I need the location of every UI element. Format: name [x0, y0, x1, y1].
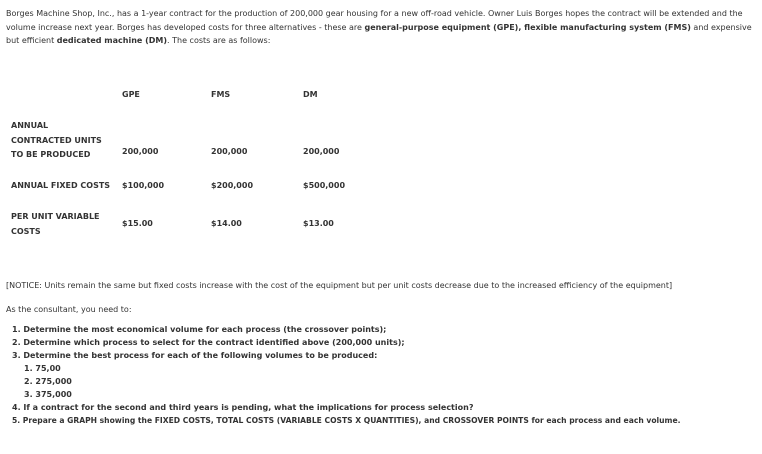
units-gpe: 200,000: [122, 147, 159, 156]
units-fms: 200,000: [211, 147, 248, 156]
header-fms: FMS: [211, 90, 231, 99]
row-fixed-label: ANNUAL FIXED COSTS: [11, 181, 111, 190]
header-gpe: GPE: [122, 90, 140, 99]
intro-text-1: Borges Machine Shop, Inc., has a 1-year contract for the production of 200,000 gear housing for a new off-road vehicle. Owner Luis Borges hopes the contract will be extended and the volume increase next year. Borges has developed costs for three alternatives - these are: [6, 9, 743, 32]
question-1: 1. Determine the most economical volume for each process (the crossover points);: [12, 325, 387, 334]
header-dm: DM: [303, 90, 318, 99]
question-3: 3. Determine the best process for each of the following volumes to be produced:: [12, 351, 378, 360]
variable-dm: $13.00: [303, 219, 334, 228]
volume-item-2: 2. 275,000: [24, 377, 72, 386]
row-units-label-1: ANNUAL: [11, 121, 49, 130]
question-2: 2. Determine which process to select for the contract identified above (200,000 units);: [12, 338, 405, 347]
notice-text: [NOTICE: Units remain the same but fixed costs increase with the cost of the equipment but per unit costs decrease due to the increased efficiency of the equipment]: [6, 281, 673, 290]
fixed-dm: $500,000: [303, 181, 346, 190]
row-variable-label-1: PER UNIT VARIABLE: [11, 212, 100, 221]
variable-gpe: $15.00: [122, 219, 153, 228]
intro-dm-bold: dedicated machine (DM): [56, 36, 168, 45]
units-dm: 200,000: [303, 147, 340, 156]
question-4: 4. If a contract for the second and third years is pending, what the implications for process selection?: [12, 403, 474, 412]
fixed-fms: $200,000: [211, 181, 254, 190]
fixed-gpe: $100,000: [122, 181, 165, 190]
row-units-label-3: TO BE PRODUCED: [11, 150, 91, 159]
variable-fms: $14.00: [211, 219, 242, 228]
volume-item-3: 3. 375,000: [24, 390, 72, 399]
consultant-text: As the consultant, you need to:: [6, 305, 132, 314]
intro-paragraph: [6, 7, 756, 48]
question-5: 5. Prepare a GRAPH showing the FIXED COSTS, TOTAL COSTS (VARIABLE COSTS X QUANTITIES), and CROSSOVER POINTS for each process and each volume.: [12, 416, 681, 425]
intro-text-3: . The costs are as follows:: [167, 36, 271, 45]
row-variable-label-2: COSTS: [11, 227, 41, 236]
intro-text-2: and expensive but efficient: [6, 22, 752, 45]
row-units-label-2: CONTRACTED UNITS: [11, 136, 102, 145]
volume-item-1: 1. 75,00: [24, 364, 61, 373]
intro-gpe-fms-bold: general-purpose equipment (GPE), flexible manufacturing system (FMS): [364, 22, 691, 32]
